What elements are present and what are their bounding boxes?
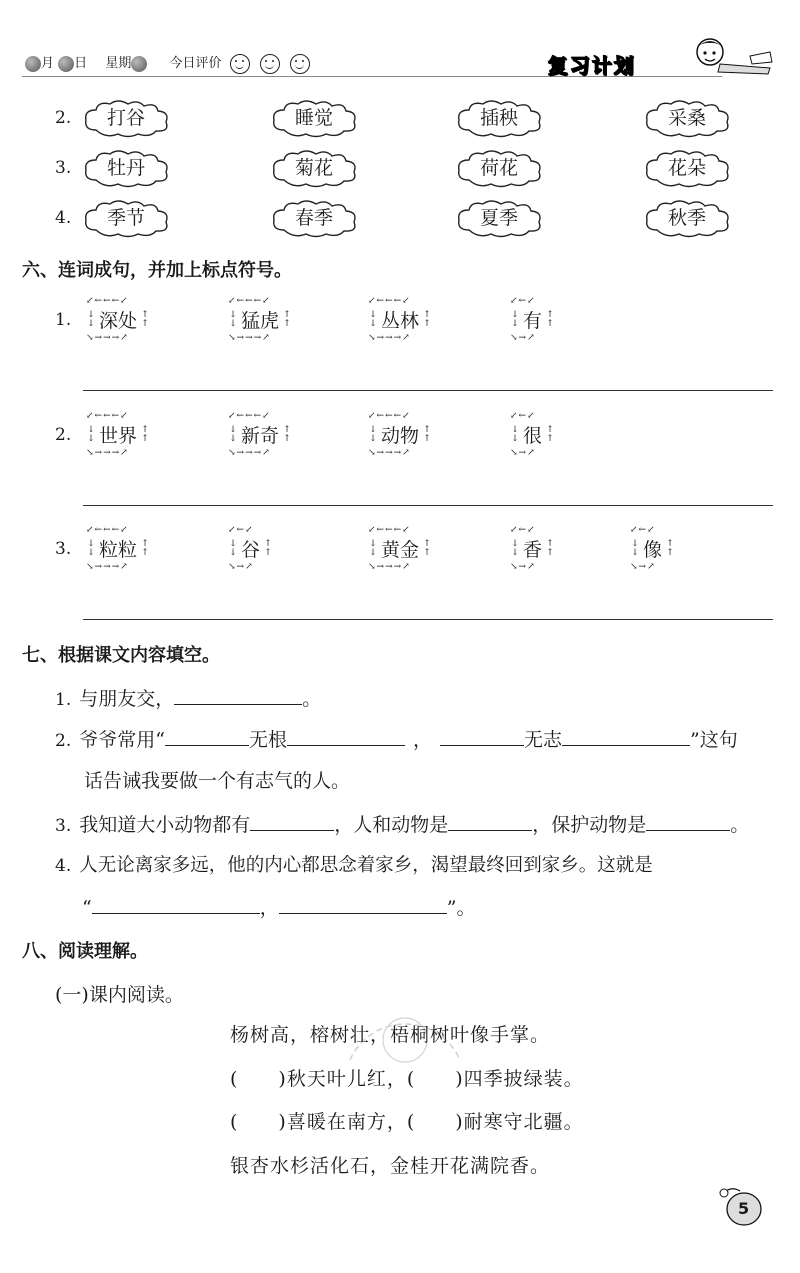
arrow-border-icon: ↑ ↑ xyxy=(283,424,291,444)
arrow-word-box xyxy=(228,296,292,343)
fill-blank[interactable] xyxy=(562,725,690,746)
arrow-word-text: 动物 xyxy=(381,425,420,447)
smiley-icon xyxy=(260,54,280,74)
month-dot xyxy=(25,56,41,72)
poem-line-2: ( )秋天叶儿红，( )四季披绿装。 xyxy=(230,1068,584,1090)
cloud-word-text: 睡觉 xyxy=(294,107,333,129)
arrow-word-box xyxy=(368,525,432,572)
month-label: 月 xyxy=(41,56,55,71)
arrow-word-text: 猛虎 xyxy=(241,310,280,332)
arrow-border-icon: ↓ ↓ xyxy=(511,309,519,329)
arrow-word-text: 像 xyxy=(643,539,663,561)
poem-line-4: 银杏水杉活化石，金桂开花满院香。 xyxy=(230,1155,551,1177)
reading-subtitle: (一)课内阅读。 xyxy=(55,984,184,1006)
smiley-icon xyxy=(230,54,250,74)
arrow-border-icon: ↓ ↓ xyxy=(369,424,377,444)
arrow-border-icon: ↘→→→↗ xyxy=(228,333,271,343)
day-dot xyxy=(58,56,74,72)
arrow-word-box xyxy=(368,296,432,343)
q7-4-line2: “ ， ”。 xyxy=(82,893,475,920)
q7-2-line2: 话告诫我要做一个有志气的人。 xyxy=(84,770,351,792)
arrow-border-icon: ↑ ↑ xyxy=(141,538,149,558)
q7-4: 4. 人无论离家多远，他的内心都思念着家乡，渴望最终回到家乡。这就是 xyxy=(55,855,653,876)
arrow-border-icon: ↓ ↓ xyxy=(229,538,237,558)
arrow-word-text: 世界 xyxy=(99,425,138,447)
fill-blank[interactable] xyxy=(250,810,334,831)
arrow-border-icon: ↘→↗ xyxy=(510,562,536,572)
cloud-row-number: 3. xyxy=(55,158,72,178)
arrow-border-icon: ↓ ↓ xyxy=(369,538,377,558)
page-number-badge xyxy=(712,1183,768,1229)
arrow-border-icon: ↙←←←↙ xyxy=(368,411,411,421)
girl-reading-illustration xyxy=(680,34,780,78)
header-bar xyxy=(25,52,355,72)
arrow-word-box xyxy=(510,525,555,572)
arrow-border-icon: ↙←←←↙ xyxy=(86,525,129,535)
fill-blank[interactable] xyxy=(646,810,730,831)
cloud-word-text: 夏季 xyxy=(479,207,518,229)
cloud-word xyxy=(455,98,543,138)
fill-blank[interactable] xyxy=(287,725,405,746)
arrow-border-icon: ↑ ↑ xyxy=(264,538,272,558)
arrow-border-icon: ↑ ↑ xyxy=(423,309,431,329)
arrow-row-number: 1. xyxy=(55,310,72,330)
arrow-border-icon: ↘→→→↗ xyxy=(86,448,129,458)
cloud-word-text: 荷花 xyxy=(479,157,518,179)
arrow-row-number: 2. xyxy=(55,425,72,445)
arrow-border-icon: ↘→→→↗ xyxy=(228,448,271,458)
poem-line-3: ( )喜暖在南方，( )耐寒守北疆。 xyxy=(230,1111,584,1133)
day-label: 日 xyxy=(74,56,88,71)
arrow-border-icon: ↑ ↑ xyxy=(546,309,554,329)
q7-1: 1. 与朋友交， 。 xyxy=(55,684,321,711)
cloud-word-text: 牡丹 xyxy=(106,157,145,179)
arrow-border-icon: ↓ ↓ xyxy=(87,309,95,329)
cloud-word xyxy=(82,148,170,188)
cloud-word xyxy=(455,198,543,238)
arrow-border-icon: ↑ ↑ xyxy=(666,538,674,558)
arrow-border-icon: ↙←↙ xyxy=(510,411,536,421)
cloud-word xyxy=(270,198,358,238)
cloud-word-text: 采桑 xyxy=(667,107,706,129)
arrow-border-icon: ↘→↗ xyxy=(630,562,656,572)
arrow-border-icon: ↓ ↓ xyxy=(229,424,237,444)
smiley-icon xyxy=(290,54,310,74)
cloud-word-text: 打谷 xyxy=(106,107,145,129)
arrow-row-number: 3. xyxy=(55,539,72,559)
cloud-word xyxy=(643,148,731,188)
cloud-word xyxy=(455,148,543,188)
arrow-border-icon: ↙←←←↙ xyxy=(368,296,411,306)
arrow-word-box xyxy=(630,525,675,572)
cloud-word xyxy=(643,198,731,238)
arrow-border-icon: ↑ ↑ xyxy=(423,424,431,444)
arrow-border-icon: ↑ ↑ xyxy=(283,309,291,329)
arrow-word-box xyxy=(510,411,555,458)
cloud-word-text: 季节 xyxy=(106,207,145,229)
cloud-word xyxy=(270,98,358,138)
cloud-word-text: 秋季 xyxy=(667,207,706,229)
arrow-border-icon: ↑ ↑ xyxy=(546,424,554,444)
watermark-stamp-icon xyxy=(330,970,480,1080)
arrow-word-box xyxy=(228,525,273,572)
section-6-title: 六、连词成句，并加上标点符号。 xyxy=(22,260,292,281)
q7-2: 2. 爷爷常用“ 无根 ， 无志 ”这句 xyxy=(55,725,738,752)
arrow-border-icon: ↓ ↓ xyxy=(229,309,237,329)
arrow-border-icon: ↘→→→↗ xyxy=(368,562,411,572)
arrow-border-icon: ↙←←←↙ xyxy=(86,296,129,306)
arrow-word-text: 谷 xyxy=(241,539,261,561)
review-plan-banner: 复习计划 xyxy=(548,54,636,78)
arrow-word-text: 新奇 xyxy=(241,425,280,447)
arrow-border-icon: ↓ ↓ xyxy=(631,538,639,558)
arrow-border-icon: ↙←↙ xyxy=(510,525,536,535)
cloud-word xyxy=(82,98,170,138)
arrow-border-icon: ↙←↙ xyxy=(510,296,536,306)
cloud-word-text: 插秧 xyxy=(479,107,518,129)
arrow-border-icon: ↘→→→↗ xyxy=(86,333,129,343)
page-number: 5 xyxy=(738,1199,750,1218)
arrow-border-icon: ↙←←←↙ xyxy=(228,296,271,306)
cloud-word-text: 菊花 xyxy=(294,157,333,179)
arrow-word-box xyxy=(368,411,432,458)
arrow-border-icon: ↑ ↑ xyxy=(423,538,431,558)
arrow-border-icon: ↓ ↓ xyxy=(369,309,377,329)
arrow-border-icon: ↑ ↑ xyxy=(546,538,554,558)
arrow-border-icon: ↓ ↓ xyxy=(511,424,519,444)
arrow-word-text: 有 xyxy=(523,310,543,332)
fill-blank[interactable] xyxy=(92,893,260,914)
arrow-word-text: 丛林 xyxy=(381,310,420,332)
arrow-border-icon: ↑ ↑ xyxy=(141,309,149,329)
arrow-border-icon: ↓ ↓ xyxy=(87,538,95,558)
arrow-word-box xyxy=(86,411,150,458)
fill-blank[interactable] xyxy=(165,725,249,746)
arrow-border-icon: ↙←←←↙ xyxy=(368,525,411,535)
arrow-border-icon: ↘→→→↗ xyxy=(86,562,129,572)
arrow-border-icon: ↘→↗ xyxy=(510,333,536,343)
fill-blank[interactable] xyxy=(448,810,532,831)
cloud-word-text: 花朵 xyxy=(667,157,706,179)
arrow-word-text: 深处 xyxy=(99,310,138,332)
arrow-border-icon: ↙←↙ xyxy=(630,525,656,535)
section-8-title: 八、阅读理解。 xyxy=(22,941,148,962)
arrow-border-icon: ↓ ↓ xyxy=(87,424,95,444)
cloud-word xyxy=(270,148,358,188)
answer-line xyxy=(83,390,773,391)
arrow-word-box xyxy=(510,296,555,343)
cloud-word xyxy=(82,198,170,238)
cloud-word xyxy=(643,98,731,138)
arrow-word-text: 黄金 xyxy=(381,539,420,561)
fill-blank[interactable] xyxy=(174,684,302,705)
poem-line-1: 杨树高，榕树壮，梧桐树叶像手掌。 xyxy=(230,1024,551,1046)
cloud-row-number: 4. xyxy=(55,208,72,228)
arrow-border-icon: ↘→→→↗ xyxy=(368,448,411,458)
arrow-border-icon: ↙←←←↙ xyxy=(228,411,271,421)
arrow-border-icon: ↙←↙ xyxy=(228,525,254,535)
section-7-title: 七、根据课文内容填空。 xyxy=(22,645,220,666)
arrow-word-text: 很 xyxy=(523,425,543,447)
arrow-border-icon: ↘→↗ xyxy=(228,562,254,572)
arrow-border-icon: ↘→→→↗ xyxy=(368,333,411,343)
arrow-word-text: 粒粒 xyxy=(99,539,138,561)
cloud-word-text: 春季 xyxy=(294,207,333,229)
arrow-border-icon: ↑ ↑ xyxy=(141,424,149,444)
weekday-dot xyxy=(131,56,147,72)
arrow-word-box xyxy=(86,525,150,572)
arrow-word-text: 香 xyxy=(523,539,543,561)
rating-label: 今日评价 xyxy=(169,56,222,71)
cloud-row-number: 2. xyxy=(55,108,72,128)
answer-line xyxy=(83,505,773,506)
fill-blank[interactable] xyxy=(440,725,524,746)
fill-blank[interactable] xyxy=(279,893,447,914)
arrow-border-icon: ↙←←←↙ xyxy=(86,411,129,421)
answer-line xyxy=(83,619,773,620)
arrow-border-icon: ↘→↗ xyxy=(510,448,536,458)
q7-3: 3. 我知道大小动物都有 ，人和动物是 ，保护动物是 。 xyxy=(55,810,749,837)
arrow-border-icon: ↓ ↓ xyxy=(511,538,519,558)
weekday-label: 星期 xyxy=(105,56,132,71)
arrow-word-box xyxy=(228,411,292,458)
arrow-word-box xyxy=(86,296,150,343)
